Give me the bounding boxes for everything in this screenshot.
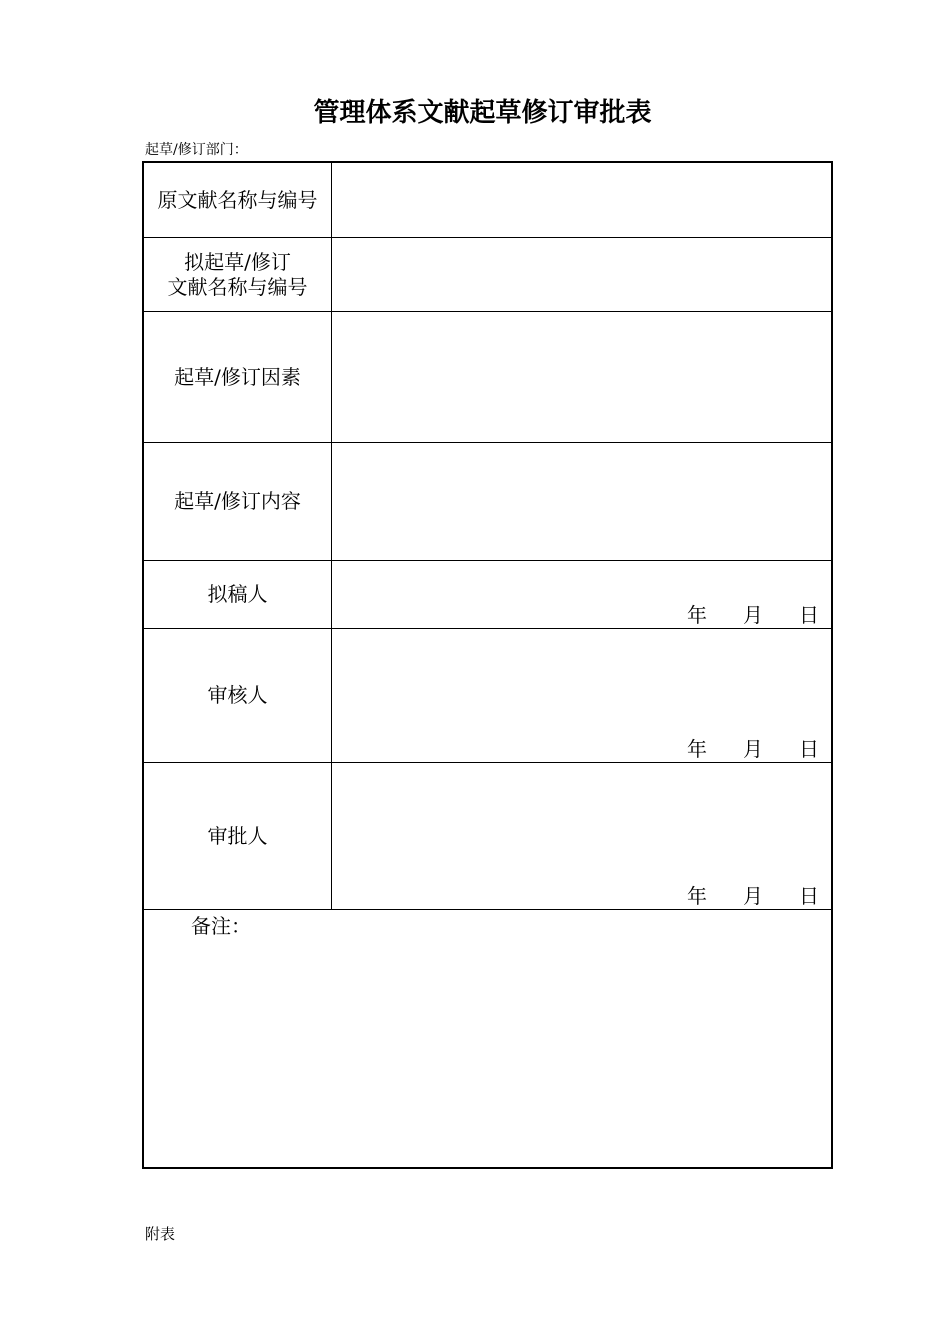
field-proposed-document[interactable]: [332, 238, 831, 311]
approver-date: [687, 880, 819, 909]
row-revision-factors: [144, 312, 831, 443]
row-drafter: [144, 561, 831, 629]
label-proposed-document-line1: 拟起草/修订: [184, 249, 291, 274]
date-day: 日: [799, 737, 819, 761]
drafter-date: [687, 599, 819, 628]
date-year: 年: [687, 737, 707, 761]
label-proposed-document: [144, 238, 332, 311]
label-proposed-document-line2: 文献名称与编号: [167, 274, 308, 299]
field-approver[interactable]: [332, 763, 831, 909]
row-approver: [144, 763, 831, 910]
field-original-document[interactable]: [332, 163, 831, 237]
remarks-section[interactable]: [144, 910, 831, 1167]
remarks-label: 备注：: [191, 914, 251, 938]
date-day: 日: [799, 603, 819, 627]
row-proposed-document: [144, 238, 831, 312]
row-reviewer: [144, 629, 831, 763]
field-drafter[interactable]: [332, 561, 831, 628]
footer-appendix-label: 附表: [145, 1225, 176, 1243]
label-reviewer: 审核人: [144, 629, 332, 762]
label-original-document: 原文献名称与编号: [144, 163, 332, 237]
form-title: 管理体系文献起草修订审批表: [313, 98, 652, 128]
date-day: 日: [799, 884, 819, 908]
label-revision-factors: 起草/修订因素: [144, 312, 332, 442]
date-year: 年: [687, 884, 707, 908]
row-original-document: [144, 163, 831, 238]
date-month: 月: [743, 884, 763, 908]
date-year: 年: [687, 603, 707, 627]
field-revision-content[interactable]: [332, 443, 831, 560]
label-revision-content: 起草/修订内容: [144, 443, 332, 560]
department-label: 起草/修订部门：: [145, 142, 248, 158]
label-drafter: 拟稿人: [144, 561, 332, 628]
date-month: 月: [743, 603, 763, 627]
approval-form-table: [142, 161, 833, 1169]
field-reviewer[interactable]: [332, 629, 831, 762]
row-revision-content: [144, 443, 831, 561]
label-approver: 审批人: [144, 763, 332, 909]
date-month: 月: [743, 737, 763, 761]
reviewer-date: [687, 733, 819, 762]
field-revision-factors[interactable]: [332, 312, 831, 442]
